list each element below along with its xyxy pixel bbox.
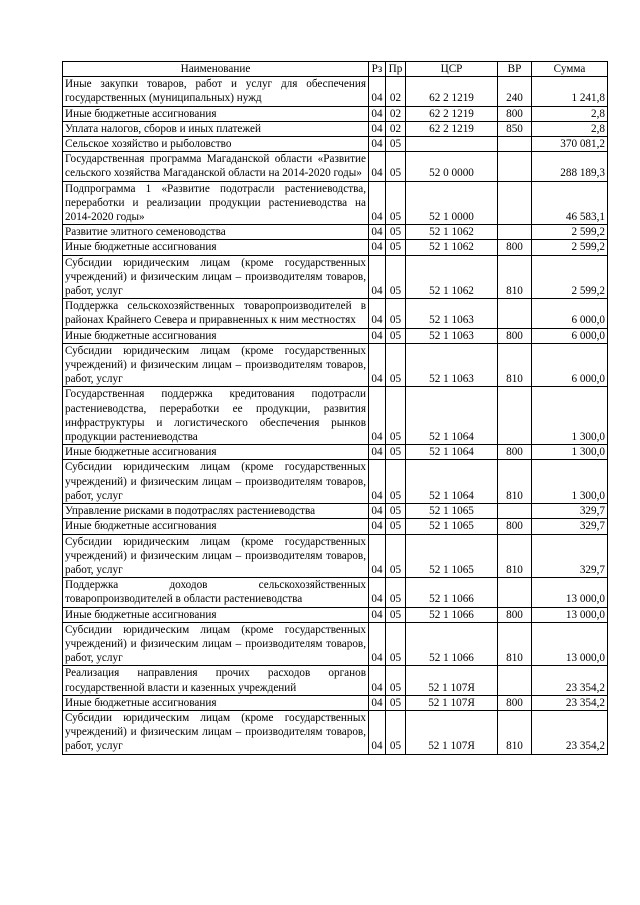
cell-pr: 05 <box>386 607 406 622</box>
cell-csr: 62 2 1219 <box>406 77 498 106</box>
cell-name: Подпрограмма 1 «Развитие подотрасли растениеводства, переработки и реализации продукции растениеводства на 2014-2020 годы» <box>63 181 369 225</box>
cell-vr <box>498 152 532 181</box>
cell-name: Субсидии юридическим лицам (кроме государственных учреждений) и физическим лицам – производителям товаров, работ, услуг <box>63 622 369 666</box>
cell-rz: 04 <box>369 106 386 121</box>
cell-rz: 04 <box>369 255 386 299</box>
cell-sum: 2,8 <box>532 121 608 136</box>
table-row <box>63 695 608 710</box>
table-row <box>63 77 608 106</box>
cell-sum: 329,7 <box>532 504 608 519</box>
cell-name: Реализация направления прочих расходов органов государственной власти и казенных учреждений <box>63 666 369 695</box>
cell-csr: 52 1 1064 <box>406 387 498 445</box>
table-header-row <box>63 62 608 77</box>
cell-vr: 810 <box>498 343 532 387</box>
cell-csr: 52 0 0000 <box>406 152 498 181</box>
table-row <box>63 445 608 460</box>
cell-sum: 2 599,2 <box>532 240 608 255</box>
cell-csr: 52 1 1066 <box>406 578 498 607</box>
cell-vr <box>498 225 532 240</box>
cell-vr <box>498 387 532 445</box>
cell-rz: 04 <box>369 343 386 387</box>
cell-vr: 810 <box>498 710 532 754</box>
cell-rz: 04 <box>369 121 386 136</box>
cell-vr: 800 <box>498 695 532 710</box>
cell-sum: 13 000,0 <box>532 607 608 622</box>
cell-vr <box>498 137 532 152</box>
cell-vr: 800 <box>498 607 532 622</box>
cell-pr: 05 <box>386 137 406 152</box>
cell-name: Иные бюджетные ассигнования <box>63 328 369 343</box>
cell-sum: 370 081,2 <box>532 137 608 152</box>
table-row <box>63 106 608 121</box>
cell-csr: 52 1 1065 <box>406 534 498 578</box>
cell-name: Субсидии юридическим лицам (кроме государственных учреждений) и физическим лицам – производителям товаров, работ, услуг <box>63 343 369 387</box>
header-sum: Сумма <box>532 62 608 77</box>
cell-pr: 05 <box>386 622 406 666</box>
cell-rz: 04 <box>369 519 386 534</box>
cell-sum: 46 583,1 <box>532 181 608 225</box>
cell-rz: 04 <box>369 387 386 445</box>
cell-csr: 52 1 1063 <box>406 299 498 328</box>
cell-csr: 62 2 1219 <box>406 121 498 136</box>
cell-csr <box>406 137 498 152</box>
table-row <box>63 460 608 504</box>
cell-name: Государственная поддержка кредитования подотрасли растениеводства, переработки ее продукции, развития инфраструктуры и логистического обеспечения рынков продукции растениеводства <box>63 387 369 445</box>
cell-name: Сельское хозяйство и рыболовство <box>63 137 369 152</box>
cell-csr: 52 1 1065 <box>406 519 498 534</box>
cell-rz: 04 <box>369 534 386 578</box>
table-row <box>63 121 608 136</box>
cell-sum: 6 000,0 <box>532 299 608 328</box>
table-row <box>63 666 608 695</box>
cell-vr <box>498 299 532 328</box>
table-row <box>63 181 608 225</box>
cell-rz: 04 <box>369 328 386 343</box>
table-row <box>63 710 608 754</box>
cell-vr: 800 <box>498 519 532 534</box>
cell-name: Субсидии юридическим лицам (кроме государственных учреждений) и физическим лицам – производителям товаров, работ, услуг <box>63 255 369 299</box>
table-row <box>63 343 608 387</box>
cell-name: Иные бюджетные ассигнования <box>63 695 369 710</box>
cell-rz: 04 <box>369 77 386 106</box>
cell-name: Субсидии юридическим лицам (кроме государственных учреждений) и физическим лицам – производителям товаров, работ, услуг <box>63 460 369 504</box>
cell-rz: 04 <box>369 137 386 152</box>
table-row <box>63 504 608 519</box>
header-name: Наименование <box>63 62 369 77</box>
cell-rz: 04 <box>369 695 386 710</box>
table-row <box>63 152 608 181</box>
cell-vr: 850 <box>498 121 532 136</box>
cell-vr: 800 <box>498 445 532 460</box>
cell-csr: 52 1 1066 <box>406 607 498 622</box>
cell-pr: 05 <box>386 343 406 387</box>
cell-sum: 2 599,2 <box>532 255 608 299</box>
cell-pr: 05 <box>386 460 406 504</box>
cell-name: Иные закупки товаров, работ и услуг для обеспечения государственных (муниципальных) нужд <box>63 77 369 106</box>
cell-rz: 04 <box>369 225 386 240</box>
cell-vr: 800 <box>498 240 532 255</box>
cell-pr: 05 <box>386 225 406 240</box>
cell-vr: 800 <box>498 328 532 343</box>
cell-rz: 04 <box>369 607 386 622</box>
cell-sum: 288 189,3 <box>532 152 608 181</box>
cell-sum: 1 241,8 <box>532 77 608 106</box>
cell-name: Субсидии юридическим лицам (кроме государственных учреждений) и физическим лицам – производителям товаров, работ, услуг <box>63 710 369 754</box>
header-csr: ЦСР <box>406 62 498 77</box>
cell-rz: 04 <box>369 460 386 504</box>
cell-sum: 6 000,0 <box>532 343 608 387</box>
table-row <box>63 534 608 578</box>
table-row <box>63 519 608 534</box>
table-row <box>63 622 608 666</box>
cell-vr: 240 <box>498 77 532 106</box>
table-row <box>63 137 608 152</box>
table-row <box>63 255 608 299</box>
budget-table <box>62 61 608 755</box>
header-pr: Пр <box>386 62 406 77</box>
cell-vr <box>498 666 532 695</box>
cell-sum: 1 300,0 <box>532 460 608 504</box>
cell-name: Иные бюджетные ассигнования <box>63 607 369 622</box>
cell-rz: 04 <box>369 299 386 328</box>
cell-csr: 52 1 107Я <box>406 695 498 710</box>
table-body <box>63 77 608 754</box>
cell-sum: 1 300,0 <box>532 387 608 445</box>
cell-name: Управление рисками в подотраслях растениеводства <box>63 504 369 519</box>
cell-pr: 05 <box>386 328 406 343</box>
cell-rz: 04 <box>369 578 386 607</box>
cell-csr: 52 1 1064 <box>406 445 498 460</box>
cell-sum: 23 354,2 <box>532 695 608 710</box>
cell-pr: 02 <box>386 106 406 121</box>
cell-sum: 2 599,2 <box>532 225 608 240</box>
cell-pr: 05 <box>386 695 406 710</box>
cell-pr: 05 <box>386 445 406 460</box>
cell-csr: 52 1 1063 <box>406 328 498 343</box>
cell-name: Иные бюджетные ассигнования <box>63 445 369 460</box>
cell-rz: 04 <box>369 152 386 181</box>
cell-rz: 04 <box>369 181 386 225</box>
cell-pr: 05 <box>386 299 406 328</box>
cell-rz: 04 <box>369 710 386 754</box>
cell-rz: 04 <box>369 622 386 666</box>
cell-pr: 05 <box>386 240 406 255</box>
cell-csr: 52 1 0000 <box>406 181 498 225</box>
cell-name: Развитие элитного семеноводства <box>63 225 369 240</box>
cell-vr <box>498 181 532 225</box>
cell-csr: 62 2 1219 <box>406 106 498 121</box>
cell-sum: 2,8 <box>532 106 608 121</box>
cell-name: Поддержка сельскохозяйственных товаропроизводителей в районах Крайнего Севера и приравненных к ним местностях <box>63 299 369 328</box>
cell-sum: 329,7 <box>532 519 608 534</box>
cell-name: Поддержка доходов сельскохозяйственных товаропроизводителей в области растениеводства <box>63 578 369 607</box>
header-rz: Рз <box>369 62 386 77</box>
cell-csr: 52 1 1065 <box>406 504 498 519</box>
cell-name: Иные бюджетные ассигнования <box>63 106 369 121</box>
cell-vr <box>498 578 532 607</box>
cell-pr: 05 <box>386 534 406 578</box>
cell-rz: 04 <box>369 240 386 255</box>
cell-rz: 04 <box>369 445 386 460</box>
cell-pr: 05 <box>386 255 406 299</box>
cell-name: Иные бюджетные ассигнования <box>63 240 369 255</box>
cell-pr: 05 <box>386 152 406 181</box>
cell-vr <box>498 504 532 519</box>
cell-csr: 52 1 1064 <box>406 460 498 504</box>
cell-pr: 05 <box>386 578 406 607</box>
cell-csr: 52 1 1062 <box>406 255 498 299</box>
cell-pr: 05 <box>386 666 406 695</box>
cell-csr: 52 1 1062 <box>406 225 498 240</box>
cell-pr: 02 <box>386 121 406 136</box>
cell-vr: 810 <box>498 255 532 299</box>
cell-rz: 04 <box>369 504 386 519</box>
cell-sum: 13 000,0 <box>532 578 608 607</box>
table-row <box>63 328 608 343</box>
cell-csr: 52 1 1063 <box>406 343 498 387</box>
cell-pr: 05 <box>386 504 406 519</box>
cell-sum: 23 354,2 <box>532 710 608 754</box>
cell-sum: 329,7 <box>532 534 608 578</box>
table-row <box>63 607 608 622</box>
cell-pr: 05 <box>386 710 406 754</box>
header-vr: ВР <box>498 62 532 77</box>
table-row <box>63 240 608 255</box>
cell-rz: 04 <box>369 666 386 695</box>
table-row <box>63 225 608 240</box>
cell-sum: 1 300,0 <box>532 445 608 460</box>
cell-csr: 52 1 107Я <box>406 666 498 695</box>
cell-csr: 52 1 1062 <box>406 240 498 255</box>
table-row <box>63 578 608 607</box>
cell-csr: 52 1 107Я <box>406 710 498 754</box>
cell-pr: 02 <box>386 77 406 106</box>
table-row <box>63 387 608 445</box>
table-row <box>63 299 608 328</box>
cell-pr: 05 <box>386 387 406 445</box>
cell-sum: 6 000,0 <box>532 328 608 343</box>
cell-vr: 810 <box>498 534 532 578</box>
cell-sum: 23 354,2 <box>532 666 608 695</box>
cell-csr: 52 1 1066 <box>406 622 498 666</box>
cell-name: Иные бюджетные ассигнования <box>63 519 369 534</box>
cell-vr: 810 <box>498 460 532 504</box>
cell-name: Уплата налогов, сборов и иных платежей <box>63 121 369 136</box>
cell-name: Субсидии юридическим лицам (кроме государственных учреждений) и физическим лицам – производителям товаров, работ, услуг <box>63 534 369 578</box>
cell-vr: 810 <box>498 622 532 666</box>
cell-name: Государственная программа Магаданской области «Развитие сельского хозяйства Магаданской области на 2014-2020 годы» <box>63 152 369 181</box>
cell-vr: 800 <box>498 106 532 121</box>
cell-sum: 13 000,0 <box>532 622 608 666</box>
cell-pr: 05 <box>386 181 406 225</box>
cell-pr: 05 <box>386 519 406 534</box>
